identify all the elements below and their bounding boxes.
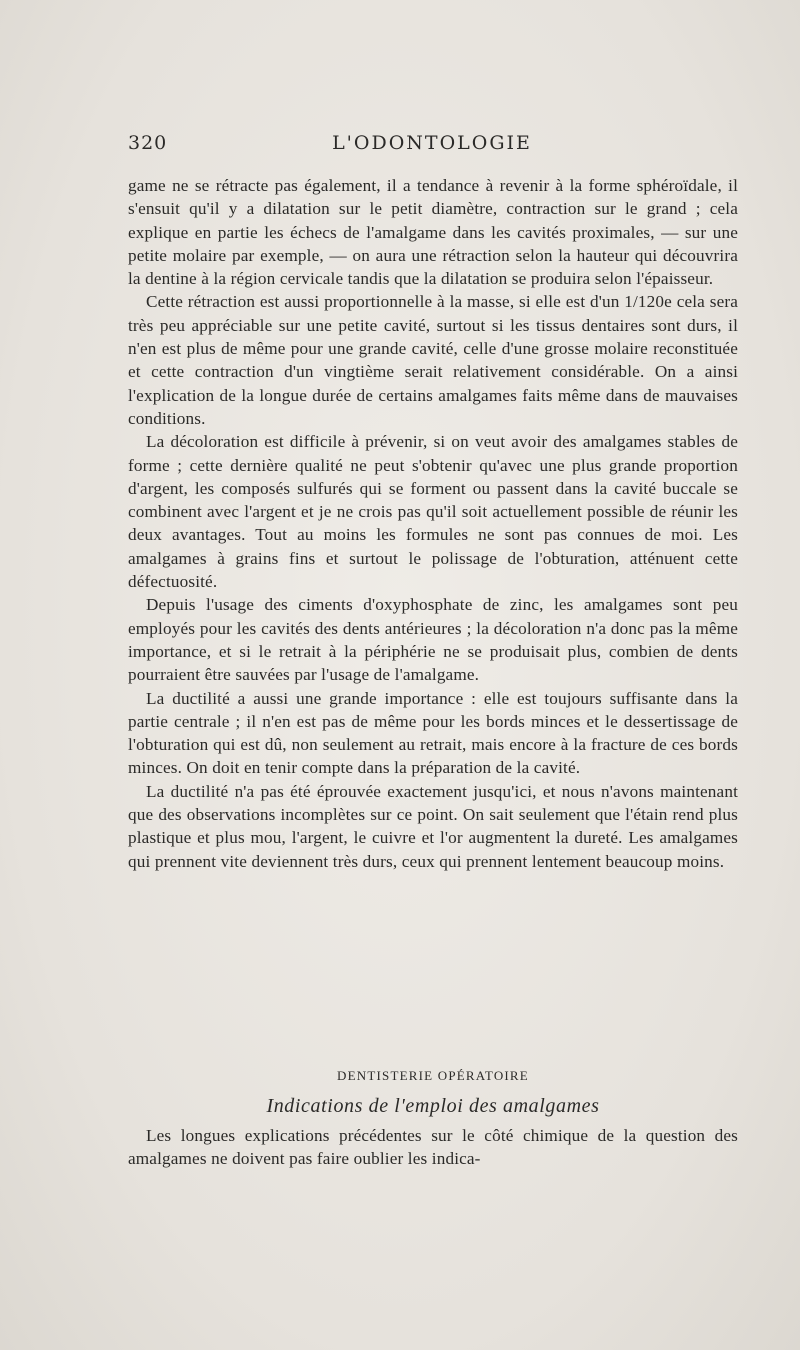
paragraph-4: Depuis l'usage des ciments d'oxyphosphate de zinc, les amalgames sont peu employés pour les cavités des dents antérieures ; la décoloration n'a donc pas la même importance, et si le retrait à la périphérie ne se produisait plus, combien de dents pourraient être sauvées par l'usage de l'amalgame. <box>128 595 738 685</box>
paragraph-1: game ne se rétracte pas également, il a tendance à revenir à la forme sphéroïdale, il s'ensuit qu'il y a dilatation sur le petit diamètre, contraction sur le grand ; cela explique en partie les échecs de l'amalgame dans les cavités proximales, — sur une petite molaire par exemple, — on aura une rétraction selon la hauteur qui découvrira la dentine à la région cervicale tandis que la dilatation se produira selon l'épaisseur. <box>128 176 738 289</box>
paragraph-3: La décoloration est difficile à prévenir, si on veut avoir des amalgames stables de forme ; cette dernière qualité ne peut s'obtenir qu'avec une plus grande proportion d'argent, les composés sulfurés qui se forment ou passent dans la cavité buccale se combinent avec l'argent et je ne crois pas qu'il soit actuellement possible de réunir les deux avantages. Tout au moins les formules ne sont pas connues de moi. Les amalgames à grains fins et surtout le polissage de l'obturation, atténuent cette défectuosité. <box>128 432 738 592</box>
paragraph-5: La ductilité a aussi une grande importance : elle est toujours suffisante dans la partie centrale ; il n'en est pas de même pour les bords minces et le dessertissage de l'obturation qui est dû, non seulement au retrait, mais encore à la fracture de ces bords minces. On doit en tenir compte dans la préparation de la cavité. <box>128 688 738 778</box>
page-header <box>128 132 736 158</box>
paragraph-6: La ductilité n'a pas été éprouvée exactement jusqu'ici, et nous n'avons maintenant que des observations incomplètes sur ce point. On sait seulement que l'étain rend plus plastique et plus mou, l'argent, le cuivre et l'or augmentent la dureté. Les amalgames qui prennent vite deviennent très durs, ceux qui prennent lentement beaucoup moins. <box>128 781 738 871</box>
running-title: L'ODONTOLOGIE <box>332 132 532 154</box>
page-number: 320 <box>128 132 168 154</box>
section-heading: DENTISTERIE OPÉRATOIRE <box>337 1068 529 1083</box>
body-text <box>128 174 738 873</box>
paragraph-2: Cette rétraction est aussi proportionnelle à la masse, si elle est d'un 1/120e cela sera très peu appréciable sur une petite cavité, surtout si les tissus dentaires sont durs, il n'en est plus de même pour une grande cavité, celle d'une grosse molaire reconstituée et cette contraction d'un vingtième serait relativement considérable. On a ainsi l'explication de la longue durée de certains amalgames faits même dans de mauvaises conditions. <box>128 292 738 428</box>
section-paragraph: Les longues explications précédentes sur le côté chimique de la question des amalgames ne doivent pas faire oublier les indica- <box>128 1126 738 1169</box>
section-subheading: Indications de l'emploi des amalgames <box>266 1095 600 1117</box>
